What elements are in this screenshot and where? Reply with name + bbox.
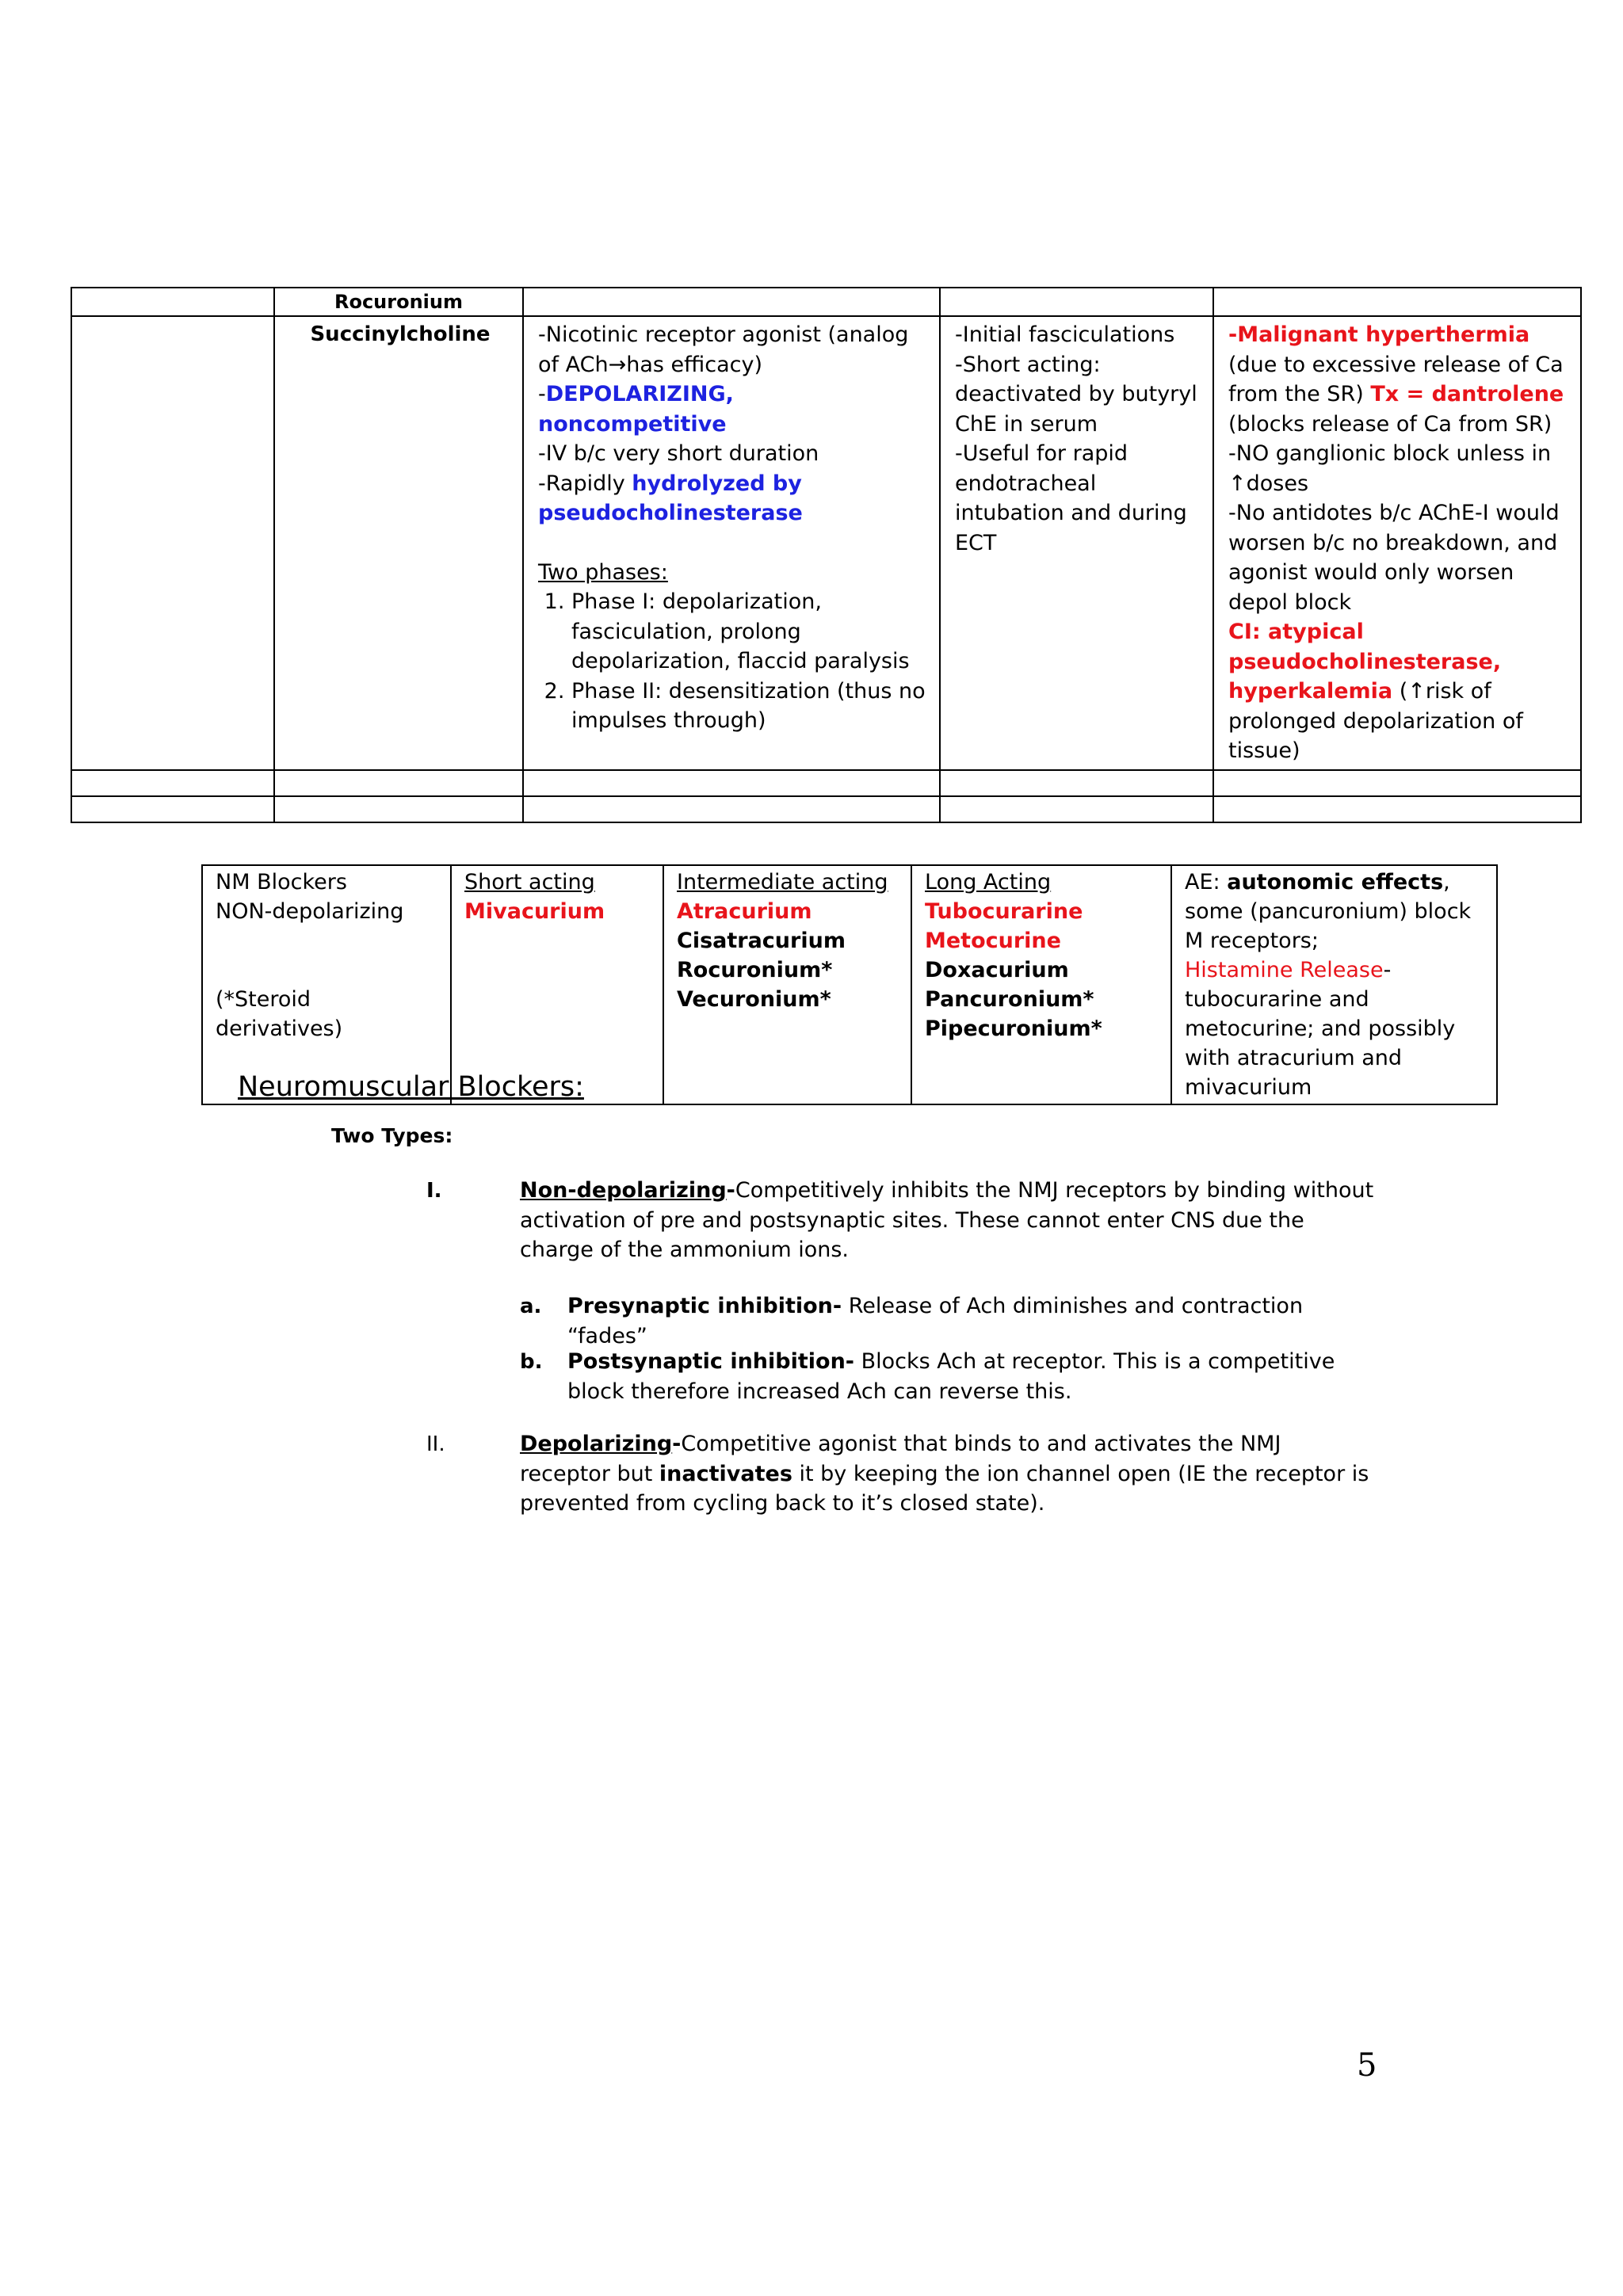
drug-name: Cisatracurium [677, 929, 846, 953]
antidotes-text: -No antidotes b/c AChE-I would worsen b/c no breakdown, and agonist would only worsen depol block [1228, 501, 1560, 615]
long-acting-header: Long Acting [925, 870, 1052, 894]
rocuronium-label: Rocuronium [274, 288, 523, 316]
nm-blockers-table [201, 864, 1498, 1105]
drug-name: Rocuronium* [677, 958, 833, 982]
list-item: -Short acting: deactivated by butyryl ChE in serum [955, 352, 1197, 437]
hydrolyzed-line: -Rapidly hydrolyzed by pseudocholinesterase [538, 471, 803, 525]
contraindications-text: CI: atypical pseudocholinesterase, hyperkalemia (↑risk of prolonged depolarization of tissue) [1228, 620, 1523, 763]
long-acting-cell [911, 865, 1171, 1104]
adverse-effects-cell [1213, 316, 1581, 770]
short-acting-header: Short acting [464, 870, 595, 894]
depolarizing-line: -DEPOLARIZING, noncompetitive [538, 382, 734, 437]
list-item: 2. Phase II: desensitization (thus no impulses through) [571, 677, 928, 736]
table-row [71, 288, 1581, 316]
intermediate-acting-header: Intermediate acting [677, 870, 888, 894]
drug-name: Metocurine [925, 929, 1061, 953]
drug-name: Pancuronium* [925, 987, 1094, 1012]
list-item: 1. Phase I: depolarization, fasciculation, prolong depolarization, flaccid paralysis [571, 587, 928, 677]
non-depolarizing-paragraph: Non-depolarizing-Competitively inhibits the NMJ receptors by binding without activation of pre and postsynaptic sites. These cannot enter CNS due the charge of the ammonium ions. [520, 1178, 1374, 1262]
table-row [71, 796, 1581, 822]
table-row [202, 865, 1497, 1104]
two-types-label: Two Types: [331, 1124, 453, 1147]
drug-name: Atracurium [677, 899, 812, 924]
succinylcholine-table [71, 287, 1582, 823]
mechanism-cell [523, 316, 940, 770]
depolarizing-paragraph: Depolarizing-Competitive agonist that binds to and activates the NMJ receptor but inactivates it by keeping the ion channel open (IE the receptor is prevented from cycling back to it’s closed state). [520, 1432, 1369, 1516]
drug-name: Vecuronium* [677, 987, 831, 1012]
two-phases-label: Two phases: [538, 559, 668, 585]
table-cell [940, 288, 1213, 316]
ganglionic-text: -NO ganglionic block unless in ↑doses [1228, 441, 1552, 496]
numeral-ii: II. [426, 1432, 445, 1456]
up-arrow-icon: ↑ [1407, 679, 1426, 704]
presynaptic-paragraph: Presynaptic inhibition- Release of Ach diminishes and contraction “fades” [567, 1294, 1304, 1348]
table-cell [71, 288, 274, 316]
drug-name: Doxacurium [925, 958, 1069, 982]
section-heading: Neuromuscular Blockers: [238, 1071, 584, 1103]
uses-cell [940, 316, 1213, 770]
steroid-note: (*Steroid derivatives) [216, 987, 343, 1041]
intermediate-acting-cell [663, 865, 911, 1104]
iv-line: -IV b/c very short duration [538, 441, 819, 466]
adverse-effects-cell: AE: autonomic effects, some (pancuronium) block M receptors; Histamine Release- tubocurarine and metocurine; and possibly with atracurium and mivacurium [1171, 865, 1497, 1104]
table-cell [71, 316, 274, 770]
drug-name: Tubocurarine [925, 899, 1083, 924]
category-line: NM Blockers [216, 870, 347, 894]
numeral-i: I. [426, 1179, 442, 1203]
category-line: NON-depolarizing [216, 899, 404, 924]
table-cell [523, 288, 940, 316]
short-acting-cell [451, 865, 663, 1104]
list-item: -Useful for rapid endotracheal intubation and during ECT [955, 441, 1187, 555]
mechanism-line-1: -Nicotinic receptor agonist (analog of ACh→has efficacy) [538, 322, 909, 377]
list-item: -Initial fasciculations [955, 322, 1175, 347]
drug-name: Pipecuronium* [925, 1016, 1102, 1041]
category-cell [202, 865, 451, 1104]
right-arrow-icon: → [608, 352, 627, 377]
letter-b: b. [520, 1350, 543, 1374]
table-row [71, 770, 1581, 796]
phases-list [538, 587, 928, 736]
table-row [71, 316, 1581, 770]
drug-name: Mivacurium [464, 899, 605, 924]
drug-name: Succinylcholine [274, 316, 523, 770]
table-cell [1213, 288, 1581, 316]
malignant-hyperthermia-text: -Malignant hyperthermia (due to excessive release of Ca from the SR) Tx = dantrolene (blocks release of Ca from SR) [1228, 322, 1564, 437]
postsynaptic-paragraph: Postsynaptic inhibition- Blocks Ach at receptor. This is a competitive block therefore increased Ach can reverse this. [567, 1349, 1335, 1404]
up-arrow-icon: ↑ [1228, 471, 1247, 496]
page-number: 5 [1357, 2047, 1377, 2084]
letter-a: a. [520, 1295, 542, 1318]
